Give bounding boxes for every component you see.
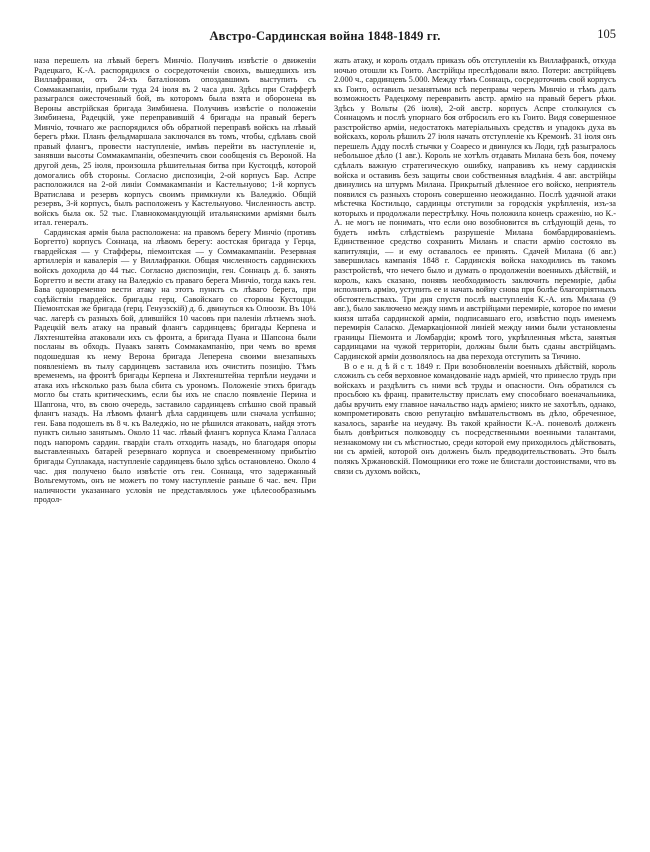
page-number: 105: [597, 27, 616, 41]
paragraph: наза перешелъ на лѣвый берегъ Минчіо. Получивъ извѣстіе о движеніи Радецкаго, К.-А. распорядился о сосредоточеніи своихъ, вышедшихъ изъ Виллафранки, отъ 24-хъ баталіоновъ опоздавшимъ выступить съ Соммакампаніи, прибыли туда 24 іюля въ 2 часа дня. Здѣсь при Стафферѣ разыгрался ожесточенный бой, въ которомъ была взята и оборонена въ Вероны австрійская бригада Зимбинена. Получивъ извѣстіе о положеніи Зимбинена, Радецкій, уже переправившій 4 бригады на правый берегъ Минчіо, точнаго же распорядился объ обратной переправѣ войскъ на лѣвый берегъ рѣки. Планъ фельдмаршала заключался въ томъ, чтобы, сдѣлавъ свой правый флангъ, провести наступленіе, имѣвъ перейти въ наступленіе и, занявши высоты Соммакампаніи, обезпечить свои сообщенія съ Вероной. На другой день, 25 іюля, произошла рѣшительная битва при Кустоццѣ, которой домогались обѣ стороны. Согласно диспозиціи, 2-ой корпусъ Бар. Аспре расположился на 2-ой линіи Соммакампаніи и Кастельнуово; 1-й корпусъ Вратислава и резервъ корпусъ своимъ примкнули къ Валеджіо. Общій резервъ, 3-й корпусъ, былъ расположенъ у Кастельнуово. Численность австр. войскъ была ок. 52 тыс. Главнокомандующій итальянскими арміями былъ итал. генералъ.: [34, 56, 316, 228]
left-column: [34, 56, 316, 505]
paragraph: Сардинская армія была расположена: на правомъ берегу Минчіо (противъ Боргетто) корпусъ Соннаца, на лѣвомъ берегу: аостская бригада у Герца, гвардейская — у Стафферы, піемонтская — у Соммакампаніи. Резервная артиллерія и кавалерія — у Виллафранки. Общая численность сардинскихъ войскъ доходила до 44 тыс. Согласно диспозиціи, ген. Соннацъ д. б. занять Боргетто и вести атаку на Валеджіо съ праваго берега Минчіо, тогда какъ ген. Бава одновременно вести атаку на этотъ пунктъ съ лѣваго берега, при содѣйствіи гвардейск. бригады герц. Савойскаго со стороны Кустоцци. Піемонтская же бригада (герц. Генуэзскій) д. б. двинуться къ Олюози. Въ 10¼ час. лагерѣ съ разныхъ бой, длившійся 10 часовъ при паленіи лѣтнемъ зноѣ. Радецкій велъ атаку на правый флангъ сардинцевъ; бригады Керпена и Ляхтенштейна атаковали ихъ съ фронта, а бригада Пуана и Шапсона были посланы въ обходъ. Пуаакъ занять Соммакампанію, при чемъ во время подошедшая къ нему Верона бригада Леперена своими внезапныхъ появленіемъ въ тылу сардинцевъ заставила ихъ очистить позицію. Тѣмъ временемъ, на фронтѣ бригады Керпена и Ляхтенштейна терпѣли неудачи и атака ихъ нѣсколько разъ была сбита съ урономъ. Положеніе этихъ бригадъ могло бы стать критическимъ, если бы ихъ не спасло появленіе Перина и Шапгона, что, въ свою очередь, заставило сардинцевъ спѣшно свой правый флангъ назадъ. На лѣвомъ флангѣ дѣла сардинцевъ шли сначала успѣшно; ген. Бава подошелъ въ 8 ч. къ Валеджіо, но не рѣшился атаковать, найдя этотъ пунктъ сильно занятымъ. Около 11 час. лѣвый флангъ корпуса Клама Галласа подъ напоромъ сардин. гвардіи сталъ отходить назадъ, но благодаря опоры выставленныхъ батарей резервнаго корпуса и своевременному прибытію бригады Суплакада, наступленіе сардинцевъ было здѣсь остановлено. Около 4 час. дня получено было извѣстіе отъ ген. Соннаца, что задержанный Вольгемутомъ, онъ не можетъ по тому наступленіе раньше 6 час. веч. При наличности указаннаго условія не представлялось уже цѣлесообразнымъ продол-: [34, 227, 316, 505]
paragraph: В о е н. д ѣ й с т. 1849 г. При возобновленіи военныхъ дѣйствій, король сложилъ съ себя верховное командованіе надъ арміей, что принесло трудъ при войскахъ и раздѣлитъ съ ними всѣ труды и опасности. Онъ обратился съ просьбою къ франц. правительству прислать ему способнаго военачальника, дабы вручить ему главное начальство надъ арміею; никто не захотѣлъ, однако, компрометировать свою репутацію вмѣшательствомъ въ дѣло, обреченное, казалось, заранѣе на неудачу. Въ такой крайности К.-А. поневолѣ долженъ былъ довѣриться полководцу съ посредственными военными талантами, незнакомому ни съ мѣстностью, среди которой ему приходилось дѣйствовать, ни съ арміей, которой онъ долженъ былъ предводительствовать. Это былъ полякъ Хржановскій. Помощники его тоже не блистали достоинствами, что въ связи съ духомъ войскъ,: [334, 361, 616, 476]
right-column: [334, 56, 616, 476]
paragraph: жать атаку, и король отдалъ приказъ объ отступленіи къ Виллафранкѣ, откуда ночью отошли къ Гоито. Австрійцы преслѣдовали вяло. Потери: австрійцевъ 2.000 ч., сардинцевъ 5.000. Между тѣмъ Соннацъ, сосредоточивъ свой корпусъ къ Гоито, оставилъ незанятыми всѣ переправы черезъ Минчіо и тѣмъ далъ возможность Радецкому перевравить австр. армію на правый берегъ рѣки. Здѣсь у Вольты (26 іюля), 2-ой австр. корпусъ Аспре столкнулся съ Соннацомъ и послѣ упорнаго боя отбросилъ его къ Гоито. Видя совершенное разстройство арміи, недостатокъ матеріальныхъ средствъ и упадокъ духа въ войскахъ, король рѣшилъ 27 іюля начать отступленіе къ Кремонѣ. 31 іюля онъ перешелъ Адду послѣ стычки у Соаресо и двинулся къ Лоди, гдѣ разыгралось небольшое дѣло (1 авг.). Король не хотѣлъ отдавать Милана безъ боя, почему сдѣлалъ важную стратегическую ошибку, направивъ къ нему сардинскія войска и оставивъ безъ защиты свои собственныя владѣнія. 4 авг. австрійцы двинулись на штурмъ Милана. Прикрытый дѣленное его войско, неприятель появился съ разныхъ сторонъ совершенно неожиданно. Послѣ удачной атаки мѣстечка Костильцо, сардинцы отступили за городскія укрѣпленія, изъ-за которыхъ и продолжали перестрѣлку. Ночь положила конецъ сраженію, но К.-А. не могъ не понимать, что если оно возобновится въ слѣдующій день, то будетъ имѣть слѣдствіемъ разрушеніе Милана бомбардированіемъ. Единственное средство сохранить Миланъ и спасти армію состояло въ капитуляціи, — и ему оставалось ее принять. Сдачей Милана (6 авг.) завершилась кампанія 1848 г. Сардинскія войска находились въ такомъ разстройствѣ, что нечего было и думать о продолженіи военныхъ дѣйствій, и король, какъ сказано, понявъ необходимость заключить перемиріе, дабы исполнить армію, уступить ее и начать войну снова при болѣе благопріятныхъ обстоятельствахъ. Три дня спустя послѣ выступленія К.-А. изъ Милана (9 авг.), было заключено между нимъ и австрійцами перемиріе, которое по имени князя штаба сардинской арміи, подписавшаго его, извѣстно подъ именемъ перемирія Саласко. Демаркаціонной линіей между ними были установлены границы Піемонта и Ломбардіи; кромѣ того, укрѣпленныя мѣста, занятыя сардинцами на чужой территоріи, должны были быть сданы австрійцамъ. Сардинской арміи дозволялось на два перехода отступить за Тичино.: [334, 56, 616, 361]
text-columns: [34, 56, 616, 505]
page-title: Австро-Сардинская война 1848-1849 гг.: [209, 29, 441, 43]
page-header: [34, 26, 616, 48]
